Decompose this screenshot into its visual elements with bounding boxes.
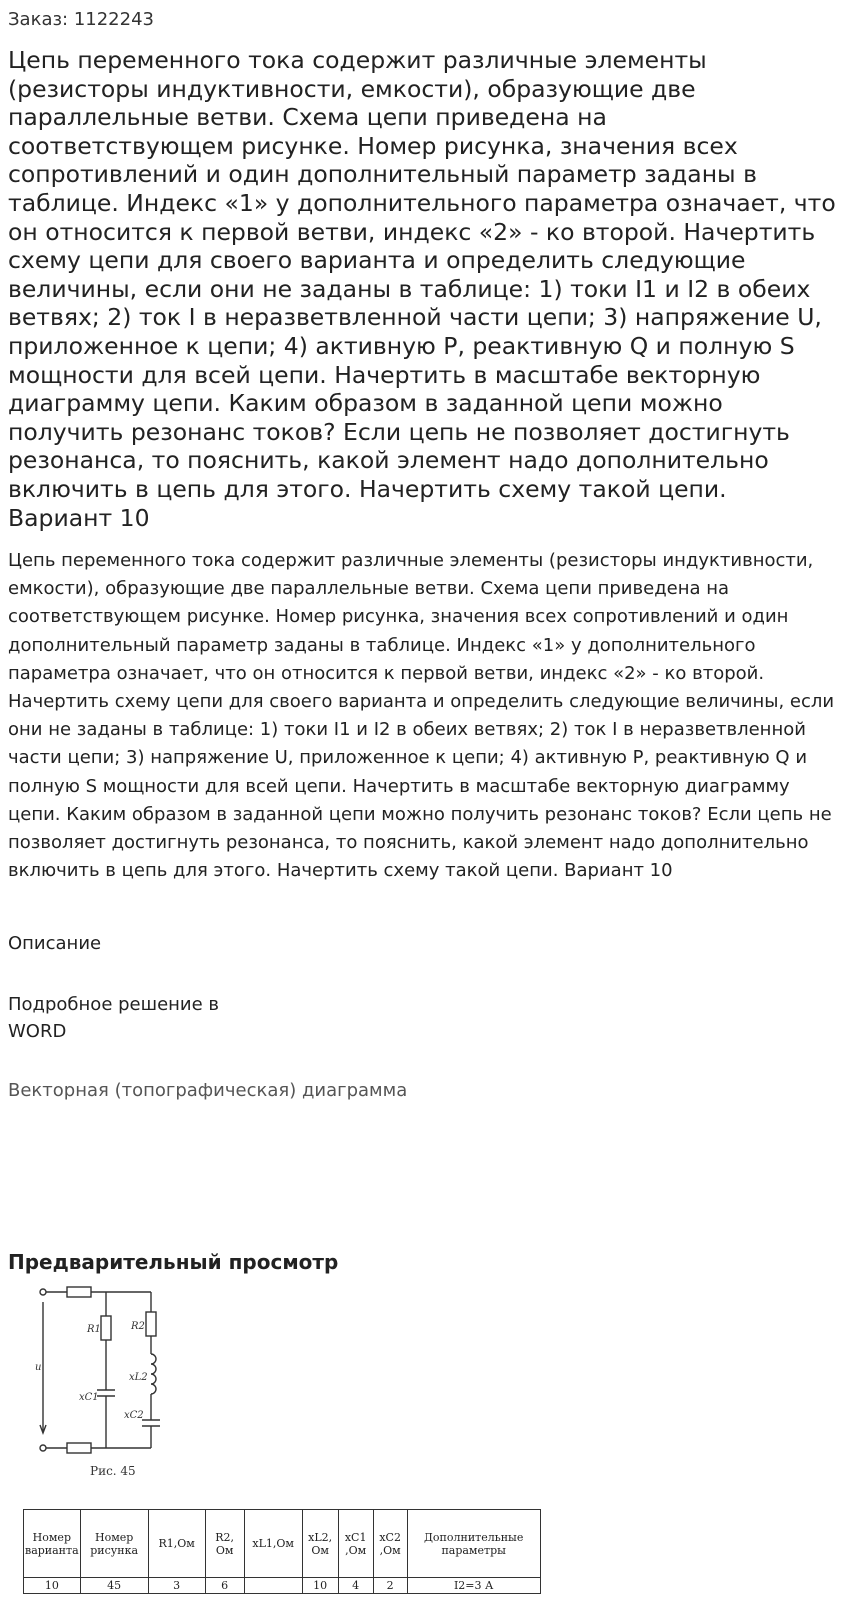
figure-caption: Рис. 45 bbox=[90, 1464, 136, 1478]
description-label: Описание bbox=[8, 933, 102, 954]
diagram-note: Векторная (топографическая) диаграмма bbox=[8, 1080, 408, 1101]
table-header-row bbox=[24, 1510, 541, 1578]
label-r2: R2 bbox=[131, 1321, 145, 1332]
table-cell bbox=[244, 1578, 302, 1594]
header-cell: xL2, Ом bbox=[302, 1510, 338, 1578]
circuit-diagram bbox=[35, 1282, 185, 1482]
table-cell: 6 bbox=[205, 1578, 244, 1594]
header-cell: Дополнительные параметры bbox=[407, 1510, 540, 1578]
label-xc2: xC2 bbox=[124, 1410, 144, 1421]
header-cell: xL1,Ом bbox=[244, 1510, 302, 1578]
header-cell: xC1 ,Ом bbox=[338, 1510, 373, 1578]
table-cell: 10 bbox=[24, 1578, 81, 1594]
table-cell: I2=3 А bbox=[407, 1578, 540, 1594]
header-cell: R1,Ом bbox=[148, 1510, 205, 1578]
header-cell: xC2 ,Ом bbox=[373, 1510, 407, 1578]
header-cell: Номер рисунка bbox=[80, 1510, 148, 1578]
table-cell: 45 bbox=[80, 1578, 148, 1594]
parameters-table bbox=[23, 1509, 541, 1594]
header-cell: Номер варианта bbox=[24, 1510, 81, 1578]
label-u: u bbox=[35, 1362, 42, 1373]
solution-format-line-1: Подробное решение в bbox=[8, 994, 220, 1015]
table-row bbox=[24, 1578, 541, 1594]
table-cell: 10 bbox=[302, 1578, 338, 1594]
solution-format-line-2: WORD bbox=[8, 1021, 67, 1042]
preview-title: Предварительный просмотр bbox=[8, 1250, 339, 1274]
task-description: Цепь переменного тока содержит различные элементы (резисторы индуктивности, емкости), образующие две параллельные ветви. Схема цепи приведена на соответствующем рисунке. Номер рисунка, значения всех сопротивлений и один дополнительный параметр заданы в таблице. Индекс «1» у дополнительного параметра означает, что он относится к первой ветви, индекс «2» - ко второй. Начертить схему цепи для своего варианта и определить следующие величины, если они не заданы в таблице: 1) токи I1 и I2 в обеих ветвях; 2) ток I в неразветвленной части цепи; 3) напряжение U, приложенное к цепи; 4) активную P, реактивную Q и полную S мощности для всей цепи. Начертить в масштабе векторную диаграмму цепи. Каким образом в заданной цепи можно получить резонанс токов? Если цепь не позволяет достигнуть резонанса, то пояснить, какой элемент надо дополнительно включить в цепь для этого. Начертить схему такой цепи. Вариант 10 bbox=[8, 550, 835, 882]
label-xl2: xL2 bbox=[129, 1372, 148, 1383]
table-cell: 4 bbox=[338, 1578, 373, 1594]
label-r1: R1 bbox=[87, 1324, 101, 1335]
order-number: Заказ: 1122243 bbox=[8, 9, 154, 30]
page-title: Цепь переменного тока содержит различные элементы (резисторы индуктивности, емкости), образующие две параллельные ветви. Схема цепи приведена на соответствующем рисунке. Номер рисунка, значения всех сопротивлений и один дополнительный параметр заданы в таблице. Индекс «1» у дополнительного параметра означает, что он относится к первой ветви, индекс «2» - ко второй. Начертить схему цепи для своего варианта и определить следующие величины, если они не заданы в таблице: 1) токи I1 и I2 в обеих ветвях; 2) ток I в неразветвленной части цепи; 3) напряжение U, приложенное к цепи; 4) активную P, реактивную Q и полную S мощности для всей цепи. Начертить в масштабе векторную диаграмму цепи. Каким образом в заданной цепи можно получить резонанс токов? Если цепь не позволяет достигнуть резонанса, то пояснить, какой элемент надо дополнительно включить в цепь для этого. Начертить схему такой цепи. Вариант 10 bbox=[8, 46, 836, 532]
header-cell: R2, Ом bbox=[205, 1510, 244, 1578]
preview-image bbox=[20, 1282, 560, 1610]
table-cell: 3 bbox=[148, 1578, 205, 1594]
label-xc1: xC1 bbox=[79, 1392, 99, 1403]
table-cell: 2 bbox=[373, 1578, 407, 1594]
